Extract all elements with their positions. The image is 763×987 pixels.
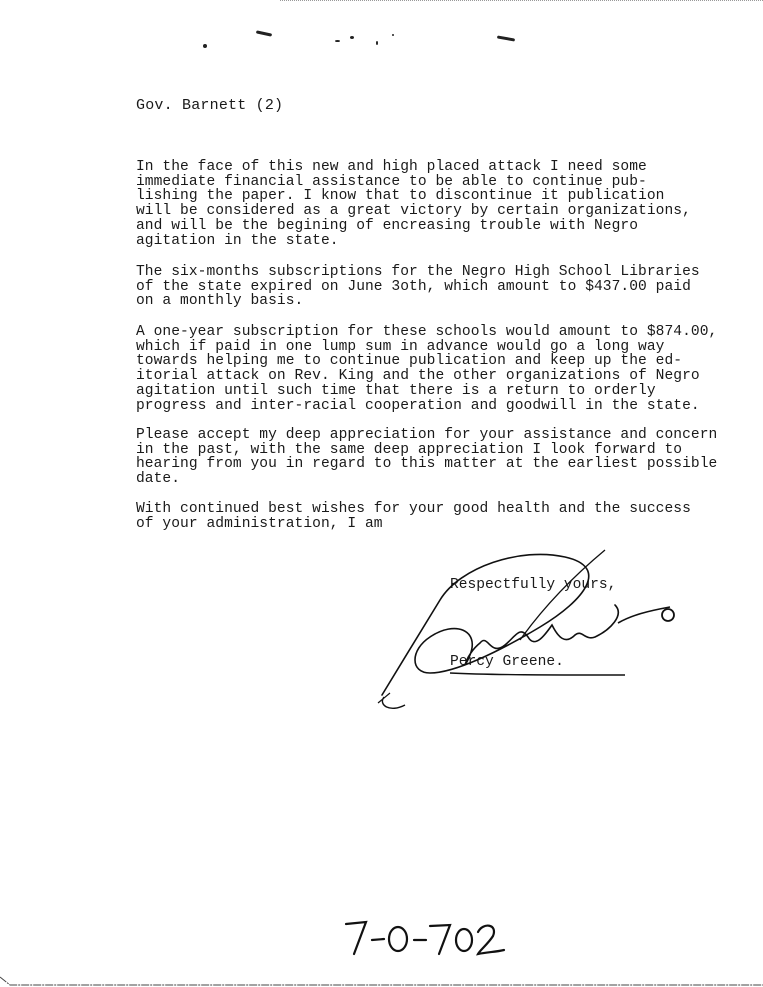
paragraph-5 — [136, 502, 736, 531]
typed-signature-name: Percy Greene. — [450, 654, 564, 670]
text-line: agitation in the state. — [136, 232, 339, 249]
scan-speck — [256, 30, 272, 36]
scan-speck — [497, 35, 515, 41]
letter-heading: Gov. Barnett (2) — [136, 97, 284, 114]
scan-speck — [376, 41, 378, 45]
handwritten-signature — [370, 545, 690, 715]
text-line: will be considered as a great victory by certain organizations, — [136, 203, 691, 220]
scan-speck — [335, 40, 340, 42]
text-line: date. — [136, 471, 181, 488]
text-line: With continued best wishes for your good health and the success — [136, 501, 691, 517]
scan-speck — [203, 44, 207, 48]
text-line: of the state expired on June 3oth, which amount to $437.00 paid — [136, 278, 691, 295]
text-line: of your administration, I am — [136, 515, 383, 532]
text-line: in the past, with the same deep appreciation I look forward to — [136, 441, 683, 458]
text-line: immediate financial assistance to be able to continue pub- — [136, 173, 647, 190]
top-edge-dots — [280, 0, 763, 3]
text-line: A one-year subscription for these schools would amount to $874.00, — [136, 324, 718, 340]
paragraph-1 — [136, 160, 736, 248]
text-line: agitation until such time that there is a return to orderly — [136, 382, 656, 399]
paragraph-4 — [136, 428, 736, 487]
text-line: itorial attack on Rev. King and the other organizations of Negro — [136, 368, 700, 385]
text-line: progress and inter-racial cooperation and goodwill in the state. — [136, 397, 700, 414]
bottom-edge-line — [0, 975, 763, 987]
text-line: and will be the begining of encreasing trouble with Negro — [136, 217, 639, 234]
text-line: lishing the paper. I know that to discontinue it publication — [136, 188, 665, 205]
text-line: Please accept my deep appreciation for your assistance and concern — [136, 427, 718, 443]
handwritten-file-number — [338, 910, 508, 960]
scan-speck — [392, 34, 394, 36]
text-line: on a monthly basis. — [136, 293, 304, 310]
text-line: The six-months subscriptions for the Negro High School Libraries — [136, 264, 700, 280]
paragraph-3 — [136, 325, 736, 413]
text-line: which if paid in one lump sum in advance would go a long way — [136, 338, 665, 355]
text-line: hearing from you in regard to this matter at the earliest possible — [136, 456, 718, 473]
text-line: In the face of this new and high placed attack I need some — [136, 159, 647, 175]
scan-speck — [350, 36, 354, 39]
paragraph-2 — [136, 265, 736, 309]
text-line: towards helping me to continue publication and keep up the ed- — [136, 353, 683, 370]
closing-salutation: Respectfully yours, — [450, 577, 617, 593]
